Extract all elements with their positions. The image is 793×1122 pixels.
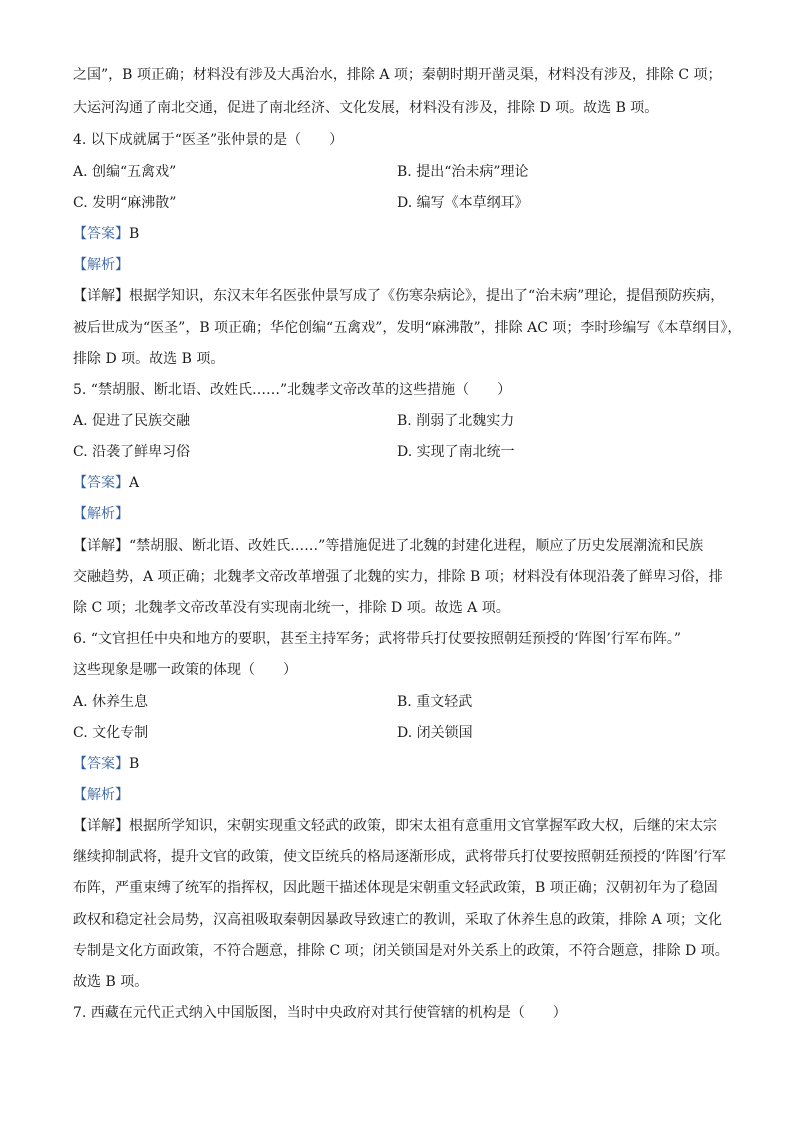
detail-line: 继续抑制武将，提升文官的政策，使文臣统兵的格局逐渐形成，武将带兵打仗要按照朝廷预授的‘阵图’行军 [73, 849, 726, 865]
option-c: C. 发明“麻沸散” [73, 195, 177, 211]
detail-text: “禁胡服、断北语、改姓氏……”等措施促进了北魏的封建化进程，顺应了历史发展潮流和民族 [129, 538, 704, 554]
answer-tag: 【答案】 [73, 226, 129, 242]
detail-tag: 【详解】 [73, 538, 129, 554]
question-stem: 7. 西藏在元代正式纳入中国版图，当时中央政府对其行使管辖的机构是（ ） [73, 1005, 567, 1021]
question-stem: 5. “禁胡服、断北语、改姓氏……”北魏孝文帝改革的这些措施（ ） [73, 382, 512, 398]
detail-line: 政权和稳定社会局势，汉高祖吸取秦朝因暴政导致速亡的教训，采取了休养生息的政策，排除 A 项；文化 [73, 912, 723, 928]
option-c: C. 沿袭了鲜卑习俗 [73, 444, 191, 460]
answer-value: A [129, 475, 140, 491]
detail-line [73, 286, 724, 306]
answer-value: B [129, 226, 140, 242]
analysis-tag: 【解析】 [73, 257, 129, 273]
detail-line: 排除 D 项。故选 B 项。 [73, 351, 225, 367]
option-d: D. 编写《本草纲耳》 [397, 195, 529, 211]
answer-line [73, 224, 139, 244]
option-a: A. 促进了民族交融 [73, 413, 191, 429]
option-c: C. 文化专制 [73, 725, 149, 741]
option-b: B. 提出“治未病”理论 [397, 164, 529, 180]
detail-text: 根据学知识，东汉末年名医张仲景写成了《伤寒杂病论》，提出了“治未病”理论，提倡预防疾病， [129, 288, 725, 304]
question-stem: 4. 以下成就属于“医圣”张仲景的是（ ） [73, 132, 344, 148]
detail-tag: 【详解】 [73, 288, 129, 304]
detail-line: 专制是文化方面政策，不符合题意，排除 C 项；闭关锁国是对外关系上的政策，不符合题意，排除 D 项。 [73, 943, 729, 959]
text-line: 之国”，B 项正确；材料没有涉及大禹治水，排除 A 项；秦朝时期开凿灵渠，材料没有涉及，排除 C 项； [73, 67, 722, 83]
detail-line: 故选 B 项。 [73, 974, 149, 990]
detail-line [73, 536, 703, 556]
text-line: 大运河沟通了南北交通，促进了南北经济、文化发展，材料没有涉及，排除 D 项。故选 B 项。 [73, 100, 659, 116]
detail-line [73, 816, 717, 836]
option-a: A. 休养生息 [73, 694, 149, 710]
answer-line [73, 473, 139, 493]
detail-text: 根据所学知识，宋朝实现重文轻武的政策，即宋太祖有意重用文官掌握军政大权，后继的宋太宗 [129, 818, 717, 834]
answer-value: B [129, 756, 140, 772]
detail-line: 除 C 项；北魏孝文帝改革没有实现南北统一，排除 D 项。故选 A 项。 [73, 600, 510, 616]
option-b: B. 削弱了北魏实力 [397, 413, 515, 429]
option-a: A. 创编“五禽戏” [73, 164, 177, 180]
detail-line: 被后世成为“医圣”，B 项正确；华佗创编“五禽戏”，发明“麻沸散”，排除 AC 项；李时珍编写《本草纲目》， [73, 320, 742, 336]
analysis-tag: 【解析】 [73, 506, 129, 522]
option-b: B. 重文轻武 [397, 694, 473, 710]
detail-line: 交融趋势，A 项正确；北魏孝文帝改革增强了北魏的实力，排除 B 项；材料没有体现沿袭了鲜卑习俗，排 [73, 569, 723, 585]
option-d: D. 闭关锁国 [397, 725, 473, 741]
question-stem: 这些现象是哪一政策的体现（ ） [73, 662, 297, 678]
answer-tag: 【答案】 [73, 475, 129, 491]
question-stem: 6. “文官担任中央和地方的要职，甚至主持军务；武将带兵打仗要按照朝廷预授的‘阵图’行军布阵。” [73, 631, 682, 647]
answer-line [73, 754, 139, 774]
detail-tag: 【详解】 [73, 818, 129, 834]
option-d: D. 实现了南北统一 [397, 444, 515, 460]
detail-line: 布阵，严重束缚了统军的指挥权，因此题干描述体现是宋朝重文轻武政策，B 项正确；汉朝初年为了稳固 [73, 880, 718, 896]
analysis-tag: 【解析】 [73, 787, 129, 803]
answer-tag: 【答案】 [73, 756, 129, 772]
